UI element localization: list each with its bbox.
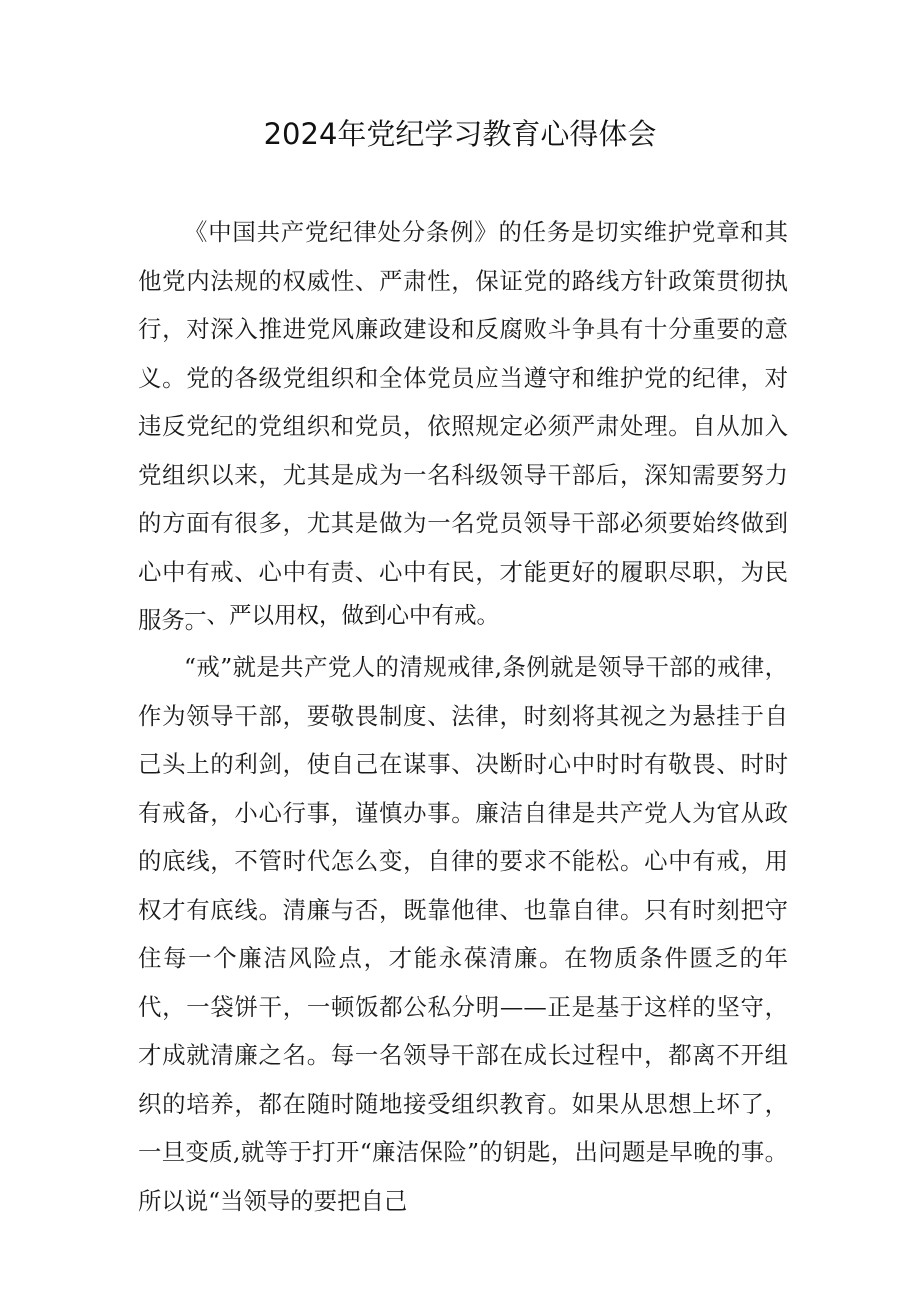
intro-paragraph-block — [138, 208, 788, 645]
section-heading: 一、严以用权，做到心中有戒。 — [184, 603, 500, 629]
section-paragraph: “戒”就是共产党人的清规戒律,条例就是领导干部的戒律，作为领导干部，要敬畏制度、法律，时刻将其视之为悬挂于自己头上的利剑，使自己在谋事、决断时心中时时有敬畏、时时有戒备，小心行事，谨慎办事。廉洁自律是共产党人为官从政的底线，不管时代怎么变，自律的要求不能松。心中有戒，用权才有底线。清廉与否，既靠他律、也靠自律。只有时刻把守住每一个廉洁风险点，才能永葆清廉。在物质条件匮乏的年代，一袋饼干，一顿饭都公私分明——正是基于这样的坚守，才成就清廉之名。每一名领导干部在成长过程中，都离不开组织的培养，都在随时随地接受组织教育。如果从思想上坏了，一旦变质,就等于打开“廉洁保险”的钥匙，出问题是早晚的事。所以说“当领导的要把自己 — [138, 653, 788, 1215]
section-paragraph-block — [138, 643, 788, 1225]
intro-paragraph: 《中国共产党纪律处分条例》的任务是切实维护党章和其他党内法规的权威性、严肃性，保证党的路线方针政策贯彻执行，对深入推进党风廉政建设和反腐败斗争具有十分重要的意义。党的各级党组织和全体党员应当遵守和维护党的纪律，对违反党纪的党组织和党员，依照规定必须严肃处理。自从加入党组织以来，尤其是成为一名科级领导干部后，深知需要努力的方面有很多，尤其是做为一名党员领导干部必须要始终做到心中有戒、心中有责、心中有民，才能更好的履职尽职，为民服务。 — [138, 218, 788, 634]
document-title: 2024年党纪学习教育心得体会 — [263, 117, 657, 151]
